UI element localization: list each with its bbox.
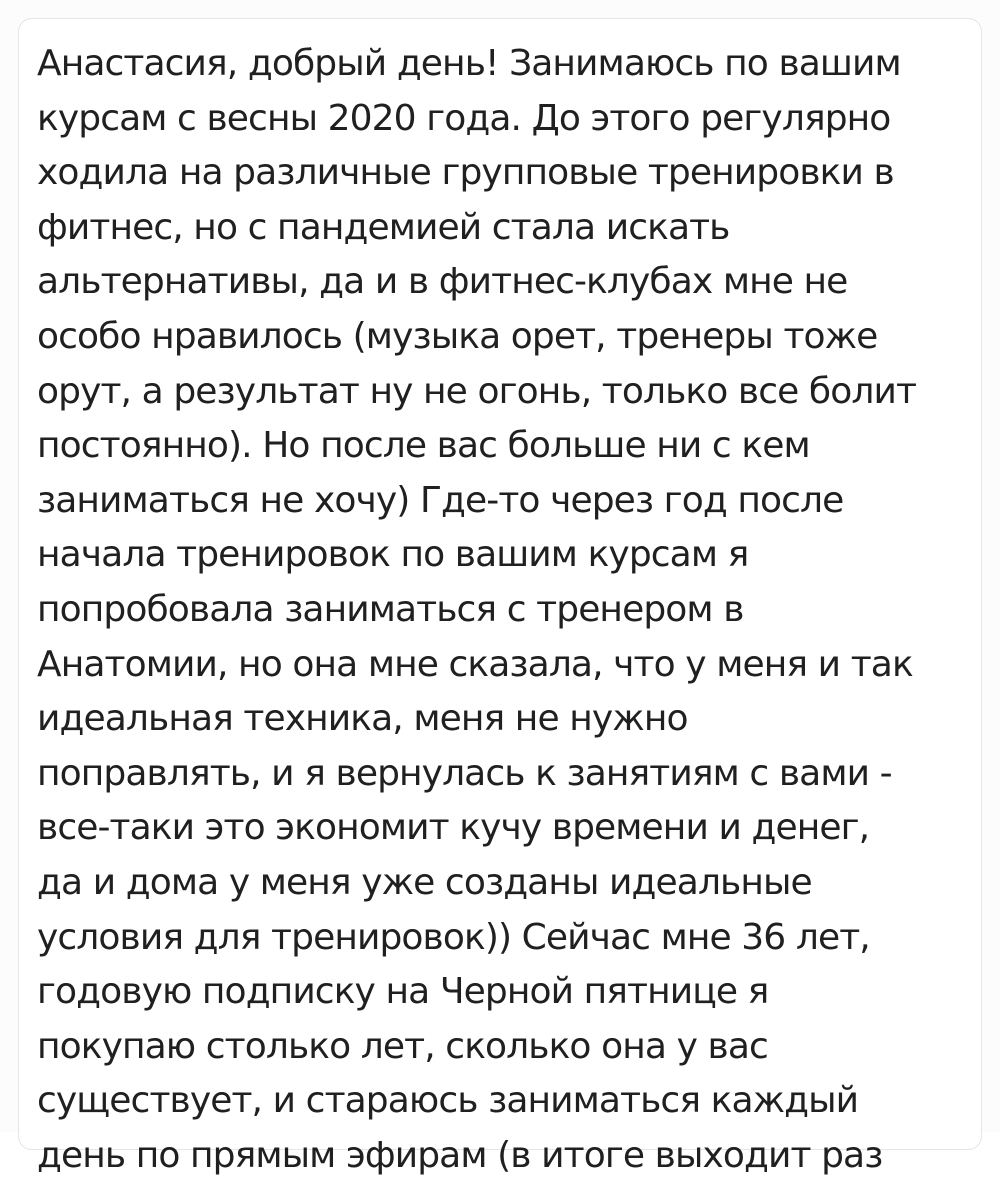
message-line: все-таки это экономит кучу времени и денег, bbox=[37, 807, 870, 849]
message-line: особо нравилось (музыка орет, тренеры тоже bbox=[37, 315, 878, 357]
message-line: начала тренировок по вашим курсам я bbox=[37, 534, 749, 576]
message-line: условия для тренировок)) Сейчас мне 36 лет, bbox=[37, 916, 870, 958]
message-line: курсам с весны 2020 года. До этого регулярно bbox=[37, 97, 891, 139]
message-line: день по прямым эфирам (в итоге выходит раз bbox=[37, 1134, 883, 1176]
message-line: да и дома у меня уже созданы идеальные bbox=[37, 861, 812, 903]
message-bubble bbox=[18, 18, 982, 1176]
message-line: орут, а результат ну не огонь, только все болит bbox=[37, 370, 917, 412]
message-line: фитнес, но с пандемией стала искать bbox=[37, 206, 730, 248]
message-line: годовую подписку на Черной пятнице я bbox=[37, 971, 769, 1013]
message-line: попробовала заниматься с тренером в bbox=[37, 588, 744, 630]
message-line: постоянно). Но после вас больше ни с кем bbox=[37, 425, 810, 467]
message-line: ходила на различные групповые тренировки в bbox=[37, 152, 894, 194]
message-line: заниматься не хочу) Где-то через год после bbox=[37, 479, 844, 521]
message-line: поправлять, и я вернулась к занятиям с вами - bbox=[37, 752, 892, 794]
message-line: покупаю столько лет, сколько она у вас bbox=[37, 1025, 768, 1067]
message-line: Анатомии, но она мне сказала, что у меня и так bbox=[37, 643, 913, 685]
message-line: Анастасия, добрый день! Занимаюсь по вашим bbox=[37, 43, 901, 84]
message-line: существует, и стараюсь заниматься каждый bbox=[37, 1080, 859, 1122]
message-line: альтернативы, да и в фитнес-клубах мне не bbox=[37, 261, 848, 303]
message-text bbox=[37, 37, 967, 1183]
message-line: идеальная техника, меня не нужно bbox=[37, 698, 688, 740]
